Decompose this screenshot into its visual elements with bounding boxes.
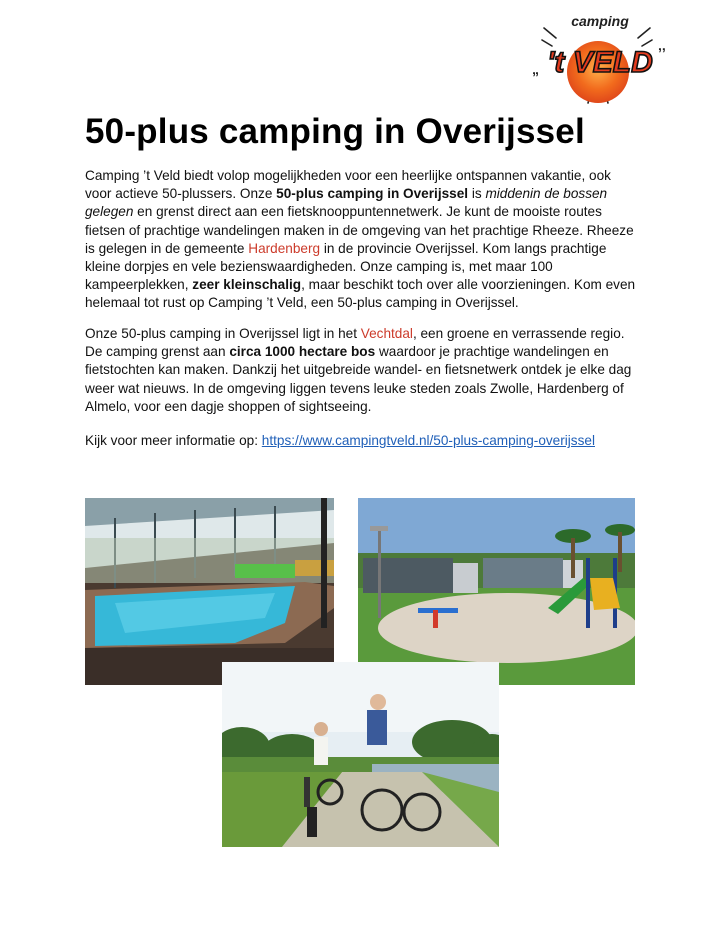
- svg-text:camping: camping: [571, 13, 629, 29]
- camping-logo: [520, 10, 675, 105]
- hardenberg-link[interactable]: Hardenberg: [248, 240, 321, 256]
- playground-photo: [358, 498, 635, 685]
- indoor-pool-photo: [85, 498, 334, 685]
- svg-text:'t VELD: 't VELD: [547, 46, 653, 79]
- more-info-paragraph: Kijk voor meer informatie op: https://www.campingtveld.nl/50-plus-camping-overijssel: [85, 433, 595, 448]
- cyclists-photo: [222, 662, 499, 847]
- page-title: 50-plus camping in Overijssel: [85, 112, 585, 151]
- more-info-link[interactable]: https://www.campingtveld.nl/50-plus-camping-overijssel: [261, 433, 595, 448]
- intro-paragraph: Camping ’t Veld biedt volop mogelijkheden voor een heerlijke ontspannen vakantie, ook voor actieve 50-plussers. Onze 50-plus camping in Overijssel is middenin de bossen gelegen en grenst direct aan een fietsknooppuntennetwerk. Je kunt de mooiste routes fietsen of prachtige wandelingen maken in de omgeving van het prachtige Rheeze. Rheeze is gelegen in de gemeente Hardenberg in de provincie Overijssel. Kom langs prachtige kleine dorpjes en vele bezienswaardigheden. Onze camping is, met maar 100 kampeerplekken, zeer kleinschalig, maar beschikt toch over alle voorzieningen. Kom even helemaal tot rust op Camping ’t Veld, een 50-plus camping in Overijssel.: [85, 168, 636, 311]
- svg-text:„: „: [532, 61, 539, 77]
- vechtdal-link[interactable]: Vechtdal: [360, 326, 413, 341]
- svg-text:‚‚: ‚‚: [658, 37, 666, 53]
- region-paragraph: Onze 50-plus camping in Overijssel ligt in het Vechtdal, een groene en verrassende regio. De camping grenst aan circa 1000 hectare bos waardoor je prachtige wandelingen en fietstochten kan maken. Dankzij het uitgebreide wandel- en fietsnetwerk ontdek je elke dag weer wat nieuws. In de omgeving liggen tevens leuke steden zoals Zwolle, Hardenberg of Almelo, voor een dagje shoppen of sightseeing.: [85, 326, 632, 414]
